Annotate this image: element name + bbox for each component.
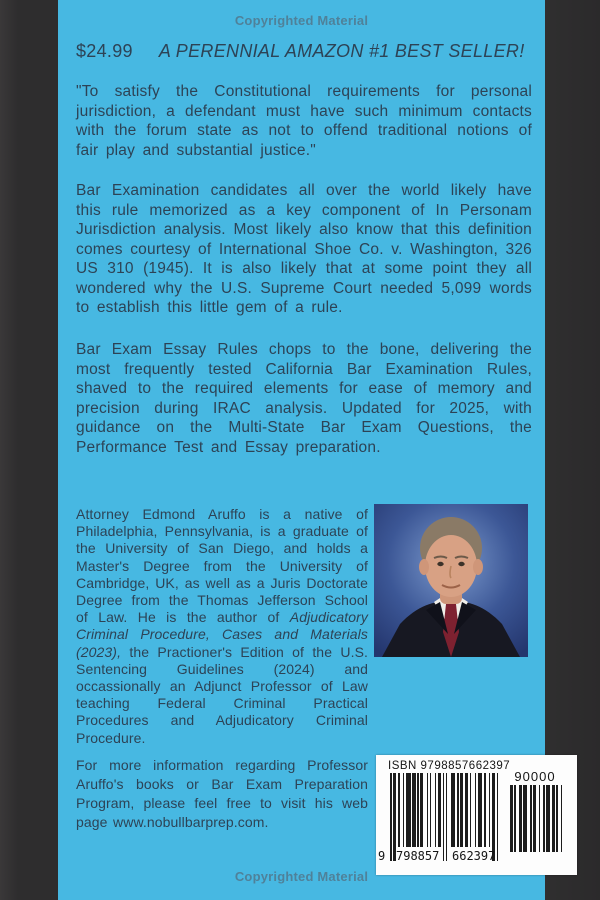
eye-left [437,562,443,566]
copyright-watermark-top: Copyrighted Material [234,13,369,28]
author-photo [374,504,528,657]
more-info-paragraph: For more information regarding Professor Aruffo's books or Bar Exam Preparation Program, please feel free to visit his web page www.nobullbarprep.com. [76,757,368,830]
eye-right [458,562,464,566]
body-paragraph-2: Bar Exam Essay Rules chops to the bone, delivering the most frequently tested California Bar Examination Rules, shaved to the required elements for ease of memory and precision during IRAC analysis. Updated for 2025, with guidance on the Multi-State Bar Exam Questions, the Performance Test and Essay preparation. [76,341,532,456]
price-text: $24.99 [76,41,133,61]
author-bio-paragraph: Attorney Edmond Aruffo is a native of Philadelphia, Pennsylvania, is a graduate of the University of San Diego, and holds a Master's Degree from the University of Cambridge, UK, as well as a Juris Doctorate Degree from the Thomas Jefferson School of Law. He is the author of Adjudicatory Criminal Procedure, Cases and Materials (2023), the Practioner's Edition of the U.S. Sentencing Guidelines (2024) and occassionally an Adjunct Professor of Law teaching Federal Criminal Practical Procedures and Adjudicatory Criminal Procedure. [76,506,368,746]
barcode-price-code: 90000 [514,769,556,784]
barcode-digits-group2: 662397 [452,849,496,863]
isbn-number-label: ISBN 9798857662397 [388,760,511,772]
barcode-digits [378,849,500,865]
bestseller-tagline: A PERENNIAL AMAZON #1 BEST SELLER! [158,41,525,61]
ear-right [473,559,483,575]
ear-left [419,559,429,575]
copyright-watermark-bottom: Copyrighted Material [234,869,369,884]
isbn-barcode-sticker [376,755,577,875]
body-paragraph-1: Bar Examination candidates all over the world likely have this rule memorized as a key component of In Personam Jurisdiction analysis. Most likely also know that this definition comes courtesy of International Shoe Co. v. Washington, 326 US 310 (1945). It is also likely that at some point they all wondered why the U.S. Supreme Court needed 5,099 words to establish this little gem of a rule. [76,182,532,316]
quote-paragraph: "To satisfy the Constitutional requirements for personal jurisdiction, a defendant must have such minimum contacts with the forum state as not to offend traditional notions of fair play and substantial justice." [76,83,532,159]
barcode-digit-lead: 9 [378,849,386,863]
barcode-digits-group1: 798857 [396,849,440,863]
ean13-barcode [390,773,498,861]
ean5-supplement-barcode [510,785,562,852]
price-tagline-row [76,41,525,62]
